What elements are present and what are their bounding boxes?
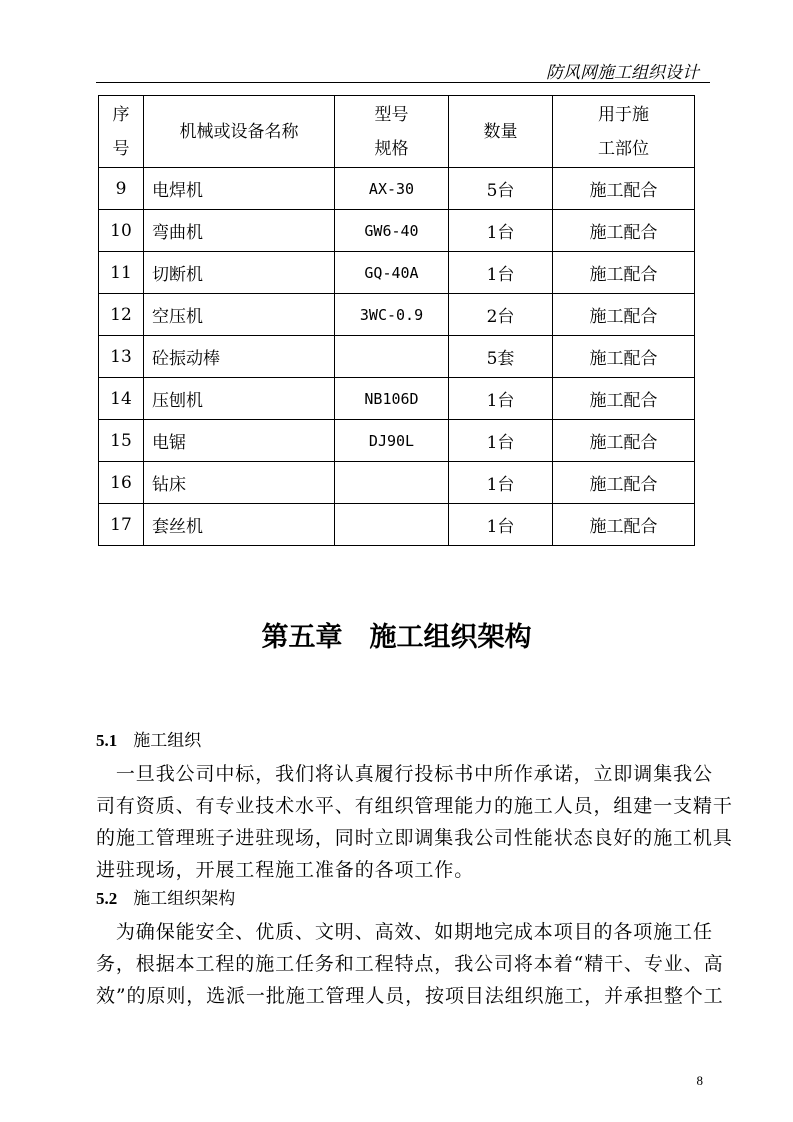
header-line: 号 — [112, 138, 130, 159]
table-cell: 1台 — [449, 504, 553, 546]
header-line: 规格 — [374, 138, 409, 159]
table-row — [99, 462, 695, 504]
section-heading — [96, 888, 235, 910]
header-line: 用于施 — [598, 104, 649, 125]
table-cell: GW6-40 — [335, 210, 449, 252]
table-cell: 5套 — [449, 336, 553, 378]
header-line: 工部位 — [598, 138, 649, 159]
column-header — [335, 96, 449, 168]
table-cell: 9 — [99, 168, 144, 210]
paragraph-line: 司有资质、有专业技术水平、有组织管理能力的施工人员，组建一支精干 — [96, 795, 733, 817]
table-header-row — [99, 96, 695, 168]
table-cell: 施工配合 — [553, 294, 695, 336]
paragraph-line: 进驻现场，开展工程施工准备的各项工作。 — [96, 859, 475, 881]
table-cell: 施工配合 — [553, 462, 695, 504]
table-row — [99, 252, 695, 294]
table-cell — [335, 336, 449, 378]
table-cell: 13 — [99, 336, 144, 378]
table-cell: 空压机 — [144, 294, 335, 336]
section-title: 施工组织架构 — [133, 889, 236, 909]
header-line: 序 — [112, 104, 130, 125]
paragraph-line: 的施工管理班子进驻现场，同时立即调集我公司性能状态良好的施工机具 — [96, 827, 733, 849]
table-cell: 施工配合 — [553, 378, 695, 420]
table-cell: 2台 — [449, 294, 553, 336]
table-row — [99, 210, 695, 252]
table-cell: 施工配合 — [553, 420, 695, 462]
table-cell: 15 — [99, 420, 144, 462]
chapter-title: 第五章 施工组织架构 — [261, 622, 532, 653]
table-cell: 电焊机 — [144, 168, 335, 210]
table-cell — [335, 504, 449, 546]
table-cell: 5台 — [449, 168, 553, 210]
table-cell: 施工配合 — [553, 168, 695, 210]
paragraph-line: 务，根据本工程的施工任务和工程特点，我公司将本着“精干、专业、高 — [96, 953, 724, 975]
column-header — [553, 96, 695, 168]
table-cell: 3WC-0.9 — [335, 294, 449, 336]
header-line: 型号 — [374, 104, 409, 125]
page-number: 8 — [696, 1073, 703, 1088]
column-header — [144, 96, 335, 168]
table-row — [99, 294, 695, 336]
table-cell: 10 — [99, 210, 144, 252]
table-row — [99, 420, 695, 462]
paragraph-line: 为确保能安全、优质、文明、高效、如期地完成本项目的各项施工任 — [96, 921, 713, 943]
table-cell: 17 — [99, 504, 144, 546]
table-cell: 电锯 — [144, 420, 335, 462]
paragraph-line: 一旦我公司中标，我们将认真履行投标书中所作承诺，立即调集我公 — [96, 763, 713, 785]
section-number: 5.2 — [96, 889, 118, 908]
section-title: 施工组织 — [133, 731, 202, 751]
table-row — [99, 504, 695, 546]
table-cell: 1台 — [449, 420, 553, 462]
table-cell: 施工配合 — [553, 504, 695, 546]
table-cell: 12 — [99, 294, 144, 336]
section-heading — [96, 730, 201, 752]
paragraph-line: 效”的原则，选派一批施工管理人员，按项目法组织施工，并承担整个工 — [96, 985, 724, 1007]
table-row — [99, 168, 695, 210]
table-cell: 11 — [99, 252, 144, 294]
table-cell: 14 — [99, 378, 144, 420]
table-cell: 施工配合 — [553, 210, 695, 252]
table-cell: 施工配合 — [553, 252, 695, 294]
table-cell: GQ-40A — [335, 252, 449, 294]
equipment-table — [98, 95, 695, 546]
table-cell: AX-30 — [335, 168, 449, 210]
table-cell: 套丝机 — [144, 504, 335, 546]
table-cell: 砼振动棒 — [144, 336, 335, 378]
column-header — [449, 96, 553, 168]
table-cell: 压刨机 — [144, 378, 335, 420]
table-cell: NB106D — [335, 378, 449, 420]
header-line: 数量 — [483, 121, 518, 142]
table-cell: 1台 — [449, 252, 553, 294]
running-header: 防风网施工组织设计 — [546, 63, 699, 83]
table-cell: 切断机 — [144, 252, 335, 294]
column-header — [99, 96, 144, 168]
header-line: 机械或设备名称 — [179, 121, 299, 142]
table-row — [99, 378, 695, 420]
table-cell: 施工配合 — [553, 336, 695, 378]
table-cell: 16 — [99, 462, 144, 504]
table-cell: DJ90L — [335, 420, 449, 462]
header-rule — [96, 82, 710, 83]
table-cell: 弯曲机 — [144, 210, 335, 252]
table-cell: 1台 — [449, 462, 553, 504]
table-cell — [335, 462, 449, 504]
table-row — [99, 336, 695, 378]
section-number: 5.1 — [96, 731, 118, 750]
table-cell: 钻床 — [144, 462, 335, 504]
table-cell: 1台 — [449, 210, 553, 252]
table-cell: 1台 — [449, 378, 553, 420]
